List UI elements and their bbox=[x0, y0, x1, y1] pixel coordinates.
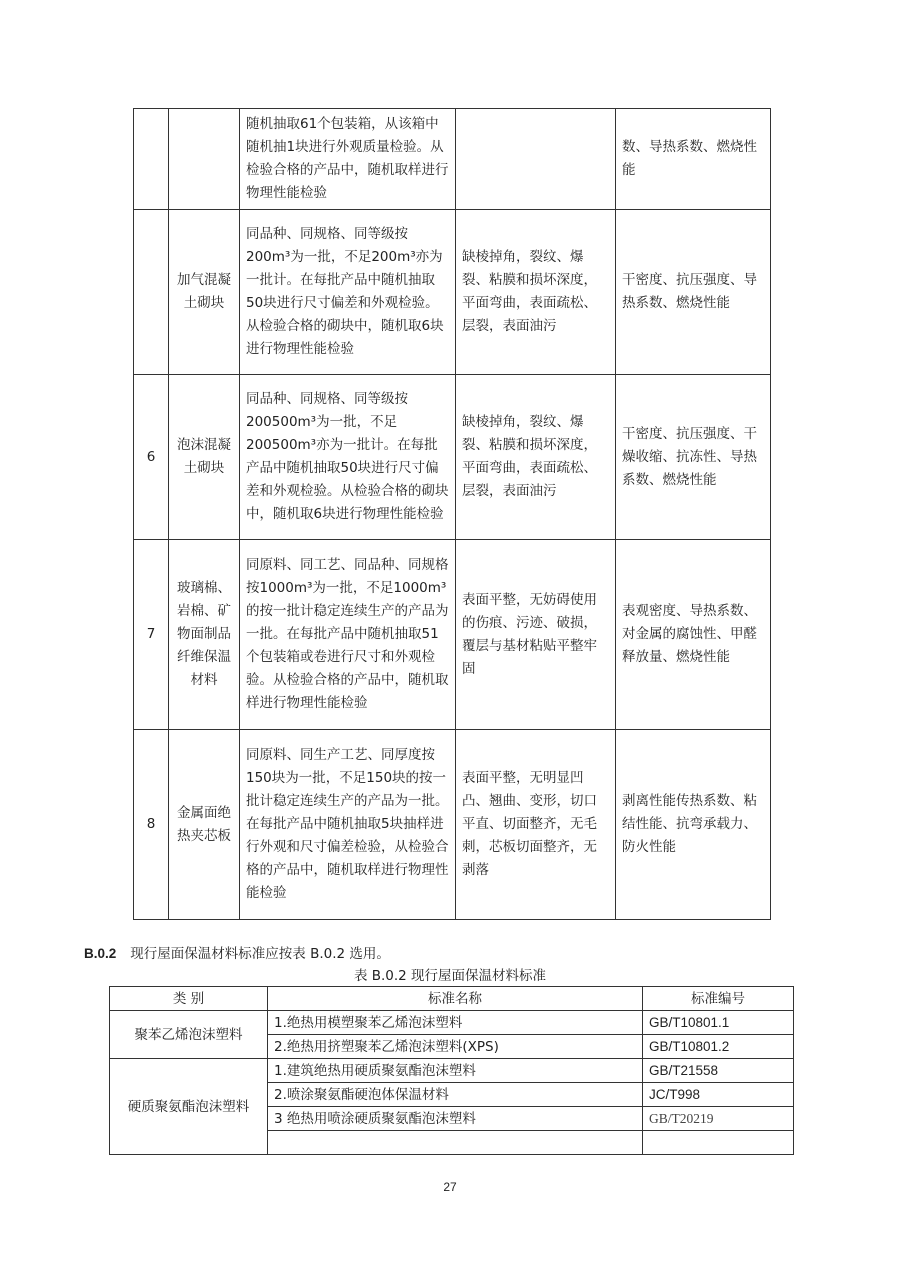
appearance-items: 表面平整，无明显凹凸、翘曲、变形，切口平直、切面整齐，无毛刺，芯板切面整齐，无剥落 bbox=[456, 730, 616, 920]
header-standard-name: 标准名称 bbox=[268, 987, 643, 1011]
appearance-items: 表面平整，无妨碍使用的伤痕、污迹、破损，覆层与基材粘贴平整牢固 bbox=[456, 540, 616, 730]
table-row bbox=[110, 1011, 794, 1035]
material-name: 金属面绝热夹芯板 bbox=[169, 730, 240, 920]
table-row bbox=[134, 210, 771, 375]
section-heading bbox=[84, 942, 390, 962]
category-cell: 硬质聚氨酯泡沫塑料 bbox=[110, 1059, 268, 1155]
row-number bbox=[134, 210, 169, 375]
standard-code: JC/T998 bbox=[643, 1083, 794, 1107]
standard-code: GB/T10801.2 bbox=[643, 1035, 794, 1059]
sampling-rule: 同品种、同规格、同等级按200500m³为一批，不足200500m³亦为一批计。在每批产品中随机抽取50块进行尺寸偏差和外观检验。从检验合格的砌块中，随机取6块进行物理性能检验 bbox=[240, 375, 456, 540]
material-name bbox=[169, 109, 240, 210]
section-number: B.0.2 bbox=[84, 946, 117, 961]
sampling-rule: 随机抽取61个包装箱，从该箱中随机抽1块进行外观质量检验。从检验合格的产品中，随机取样进行物理性能检验 bbox=[240, 109, 456, 210]
appearance-items bbox=[456, 109, 616, 210]
standard-code bbox=[643, 1131, 794, 1155]
standard-name: 2.绝热用挤塑聚苯乙烯泡沫塑料(XPS) bbox=[268, 1035, 643, 1059]
physical-properties: 剥离性能传热系数、粘结性能、抗弯承载力、防火性能 bbox=[616, 730, 771, 920]
page-number: 27 bbox=[443, 1180, 457, 1194]
appearance-items: 缺棱掉角，裂纹、爆裂、粘膜和损坏深度，平面弯曲，表面疏松、层裂，表面油污 bbox=[456, 210, 616, 375]
table-caption: 表 B.0.2 现行屋面保温材料标准 bbox=[353, 968, 547, 984]
table-row bbox=[134, 540, 771, 730]
sampling-rule: 同原料、同生产工艺、同厚度按150块为一批，不足150块的按一批计稳定连续生产的产品为一批。在每批产品中随机抽取5块抽样进行外观和尺寸偏差检验，从检验合格的产品中，随机取样进行物理性能检验 bbox=[240, 730, 456, 920]
standard-name bbox=[268, 1131, 643, 1155]
standard-name: 1.绝热用模塑聚苯乙烯泡沫塑料 bbox=[268, 1011, 643, 1035]
row-number: 6 bbox=[134, 375, 169, 540]
material-name: 泡沫混凝土砌块 bbox=[169, 375, 240, 540]
roof-insulation-standards-table bbox=[109, 986, 794, 1155]
category-cell: 聚苯乙烯泡沫塑料 bbox=[110, 1011, 268, 1059]
header-standard-code: 标准编号 bbox=[643, 987, 794, 1011]
material-name: 玻璃棉、岩棉、矿物面制品纤维保温材料 bbox=[169, 540, 240, 730]
standard-name: 1.建筑绝热用硬质聚氨酯泡沫塑料 bbox=[268, 1059, 643, 1083]
standard-code: GB/T20219 bbox=[643, 1107, 794, 1131]
table-row bbox=[134, 375, 771, 540]
table-row bbox=[110, 1059, 794, 1083]
physical-properties: 表观密度、导热系数、对金属的腐蚀性、甲醛释放量、燃烧性能 bbox=[616, 540, 771, 730]
physical-properties: 数、导热系数、燃烧性能 bbox=[616, 109, 771, 210]
sampling-rule: 同品种、同规格、同等级按200m³为一批，不足200m³亦为一批计。在每批产品中随机抽取50块进行尺寸偏差和外观检验。从检验合格的砌块中，随机取6块进行物理性能检验 bbox=[240, 210, 456, 375]
material-name: 加气混凝土砌块 bbox=[169, 210, 240, 375]
appearance-items: 缺棱掉角，裂纹、爆裂、粘膜和损坏深度，平面弯曲，表面疏松、层裂，表面油污 bbox=[456, 375, 616, 540]
row-number: 8 bbox=[134, 730, 169, 920]
section-text: 现行屋面保温材料标准应按表 B.0.2 选用。 bbox=[130, 946, 390, 962]
header-category: 类 别 bbox=[110, 987, 268, 1011]
standard-name: 3 绝热用喷涂硬质聚氨酯泡沫塑料 bbox=[268, 1107, 643, 1131]
material-inspection-table bbox=[133, 108, 771, 920]
table-header-row bbox=[110, 987, 794, 1011]
standard-code: GB/T21558 bbox=[643, 1059, 794, 1083]
standard-code: GB/T10801.1 bbox=[643, 1011, 794, 1035]
table-row bbox=[134, 730, 771, 920]
standard-name: 2.喷涂聚氨酯硬泡体保温材料 bbox=[268, 1083, 643, 1107]
table-row bbox=[134, 109, 771, 210]
physical-properties: 干密度、抗压强度、导热系数、燃烧性能 bbox=[616, 210, 771, 375]
physical-properties: 干密度、抗压强度、干燥收缩、抗冻性、导热系数、燃烧性能 bbox=[616, 375, 771, 540]
sampling-rule: 同原料、同工艺、同品种、同规格按1000m³为一批，不足1000m³的按一批计稳定连续生产的产品为一批。在每批产品中随机抽取51个包装箱或卷进行尺寸和外观检验。从检验合格的产品中，随机取样进行物理性能检验 bbox=[240, 540, 456, 730]
row-number: 7 bbox=[134, 540, 169, 730]
row-number bbox=[134, 109, 169, 210]
